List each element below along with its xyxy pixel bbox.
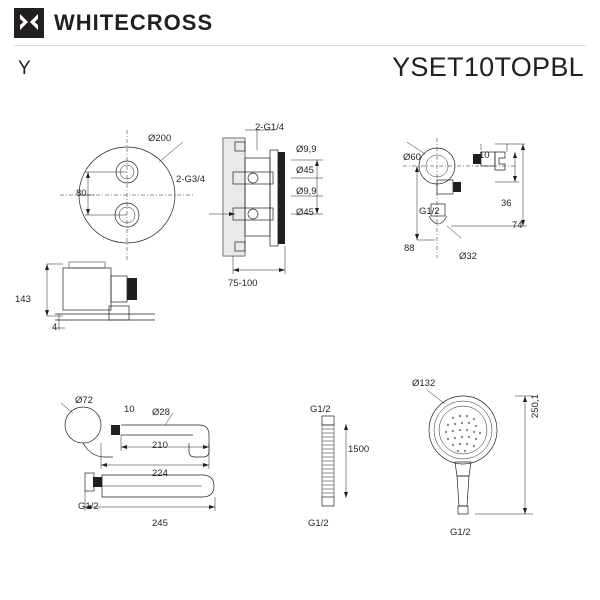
thread-g1-2-hose-top: G1/2 [310,404,331,415]
whitecross-x-logo-icon [14,8,44,38]
thermostatic-mixer-section-view [205,120,385,300]
thermostatic-mixer-side-view [35,250,195,340]
dim-250-1: 250,1 [530,394,541,418]
dim-diameter-28: Ø28 [152,407,170,418]
dim-80: 80 [76,188,87,199]
dim-diameter-9-9-b: Ø9,9 [296,186,317,197]
dim-88: 88 [404,243,415,254]
dim-4: 4 [52,322,58,333]
dim-36: 36 [501,198,512,209]
dim-2-g3-4: 2-G3/4 [176,174,206,185]
dim-1500: 1500 [348,444,370,455]
series-label: Y [18,58,31,79]
shower-hose [308,410,368,520]
dim-75-100: 75-100 [228,278,258,289]
dim-143: 143 [15,294,31,305]
dim-10-spout: 10 [124,404,135,415]
dim-diameter-9-9-a: Ø9,9 [296,144,317,155]
dim-diameter-45-a: Ø45 [296,165,314,176]
dim-diameter-132: Ø132 [412,378,436,389]
dim-diameter-72: Ø72 [75,395,93,406]
thread-g1-2-hose-bottom: G1/2 [308,518,329,529]
brand-name: WHITECROSS [54,10,214,35]
dim-245: 245 [152,518,168,529]
dim-224: 224 [152,468,168,479]
header-divider [14,45,586,46]
dim-diameter-60: Ø60 [403,152,421,163]
thread-g1-2-hand-shower: G1/2 [450,527,471,538]
brand-logo [14,8,213,38]
dim-diameter-200: Ø200 [148,133,172,144]
model-code: YSET10TOPBL [392,52,584,82]
thread-g1-2-holder: G1/2 [419,206,440,217]
dim-210: 210 [152,440,168,451]
dim-2-g1-4: 2-G1/4 [255,122,285,133]
thread-g1-2-spout: G1/2 [78,501,99,512]
dim-diameter-32: Ø32 [459,251,477,262]
dim-10: 10 [479,150,490,161]
hand-shower-head [405,382,575,537]
dim-74: 74 [512,220,523,231]
dim-diameter-45-b: Ø45 [296,207,314,218]
